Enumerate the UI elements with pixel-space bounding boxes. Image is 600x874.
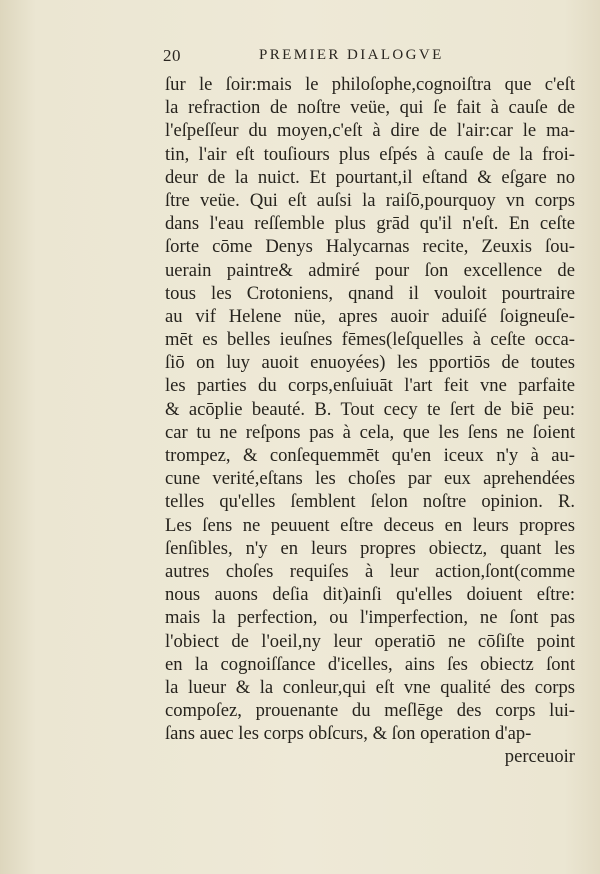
catchword: perceuoir — [504, 746, 575, 768]
text-line: en la cognoiſſance d'icelles, ains ſes obiectz ſont — [165, 653, 575, 675]
text-line: ſorte cōme Denys Halycarnas recite, Zeuxis ſou- — [165, 236, 575, 258]
text-line: mais la perfection, ou l'imperfection, ne ſont pas — [165, 607, 575, 629]
text-line: compoſez, prouenante du meſlēge des corps lui- — [165, 700, 575, 722]
text-line: uerain paintre& admiré pour ſon excellence de — [165, 259, 575, 281]
text-line: tin, l'air eſt touſiours plus eſpés à cauſe de la froi- — [165, 143, 575, 165]
text-line: car tu ne reſpons pas à cela, que les ſens ne ſoient — [165, 421, 575, 443]
text-line: la refraction de noſtre veüe, qui ſe fait à cauſe de — [165, 97, 575, 119]
text-line: deur de la nuict. Et pourtant,il eſtand & eſgare no — [165, 166, 575, 188]
text-line: autres choſes requiſes à leur action,ſont(comme — [165, 560, 575, 582]
text-line: au vif Helene nüe, apres auoir aduiſé ſoigneuſe- — [165, 305, 575, 327]
body-text — [165, 73, 575, 769]
text-line: ſans auec les corps obſcurs, & ſon operation d'ap- — [165, 723, 532, 745]
text-line: cune verité,eſtans les choſes par eux aprehendées — [165, 468, 575, 490]
text-line: & acōplie beauté. B. Tout cecy te ſert de biē peu: — [165, 398, 575, 420]
text-line: l'obiect de l'oeil,ny leur operatiō ne cōſiſte point — [165, 630, 575, 652]
text-line: la lueur & la conleur,qui eſt vne qualité des corps — [165, 676, 575, 698]
text-line: ſur le ſoir:mais le philoſophe,cognoiſtra que c'eſt — [165, 74, 575, 95]
text-line: nous auons deſia dit)ainſi qu'elles doiuent eſtre: — [165, 584, 575, 606]
running-head: PREMIER DIALOGVE — [259, 47, 444, 63]
text-line: Les ſens ne peuuent eſtre deceus en leurs propres — [165, 514, 575, 536]
text-line: l'eſpeſſeur du moyen,c'eſt à dire de l'air:car le ma- — [165, 120, 575, 142]
text-line: telles qu'elles ſemblent ſelon noſtre opinion. R. — [165, 491, 575, 513]
page-header — [163, 46, 573, 70]
text-line: mēt es belles ieuſnes fēmes(leſquelles à ceſte occa- — [165, 329, 575, 351]
page-number: 20 — [163, 46, 181, 65]
text-line: trompez, & conſequemmēt qu'en iceux n'y à au- — [165, 445, 575, 466]
catchword-row — [165, 745, 575, 769]
text-line: dans l'eau reſſemble plus grād qu'il n'eſt. En ceſte — [165, 213, 575, 235]
text-line: les parties du corps,enſuiuāt l'art feit vne parfaite — [165, 375, 575, 397]
text-line: ſenſibles, n'y en leurs propres obiectz, quant les — [165, 537, 575, 559]
text-line: ſiō on luy auoit enuoyées) les pportiōs de toutes — [165, 352, 575, 374]
text-line: ſtre veüe. Qui eſt auſsi la raiſō,pourquoy vn corps — [165, 189, 575, 211]
text-line: tous les Crotoniens, qnand il vouloit pourtraire — [165, 282, 575, 304]
